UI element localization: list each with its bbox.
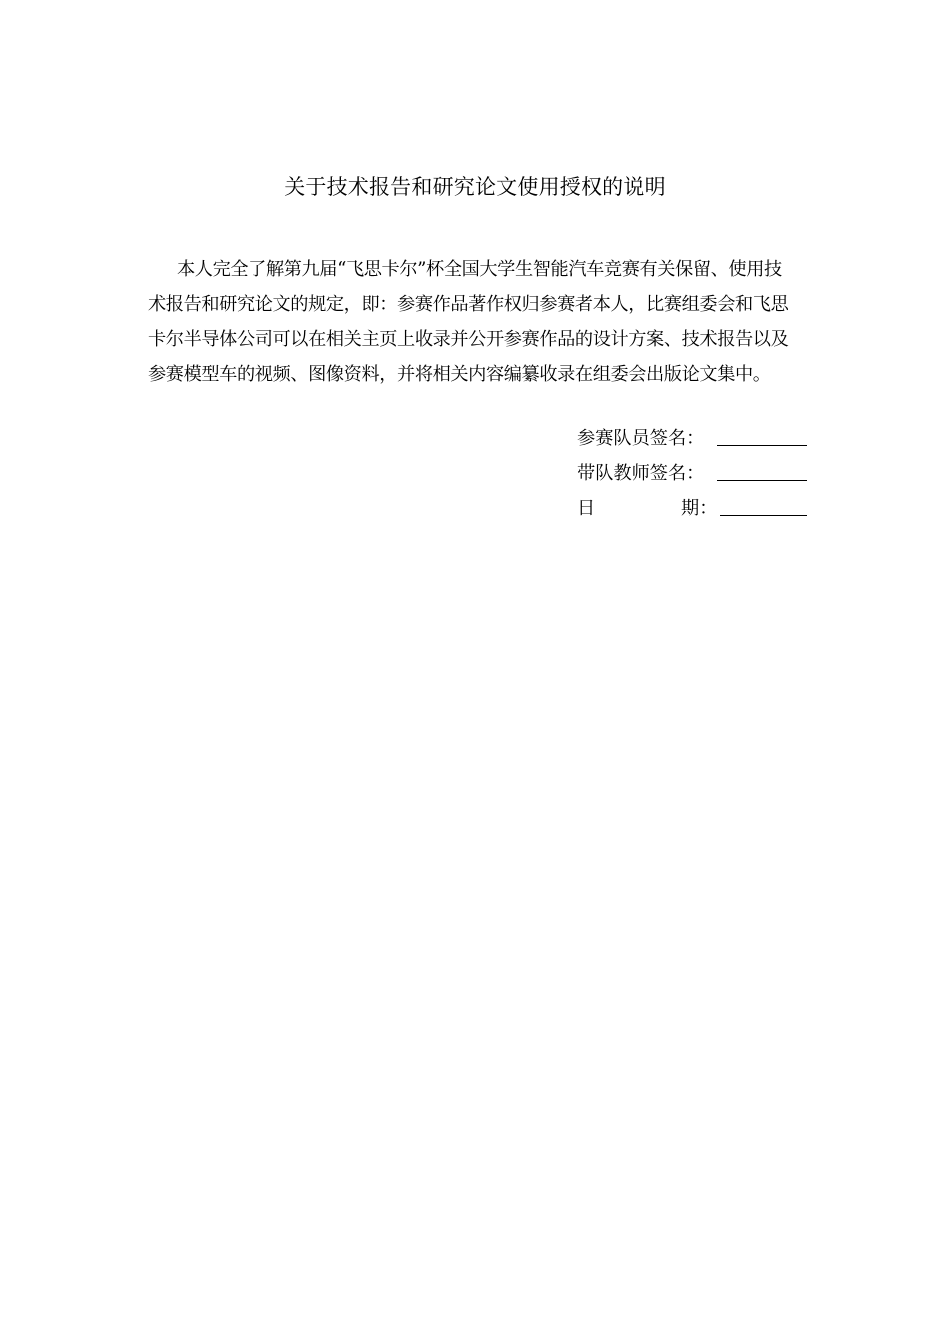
team-member-signature-label: 参赛队员签名： [577, 428, 705, 449]
date-line [720, 515, 807, 516]
team-member-signature-row [577, 421, 810, 456]
advisor-signature-label: 带队教师签名： [577, 463, 705, 484]
team-member-signature-line [717, 445, 807, 446]
statement-line-2: 术报告和研究论文的规定，即：参赛作品著作权归参赛者本人，比赛组委会和飞思 [148, 294, 789, 315]
document-title: 关于技术报告和研究论文使用授权的说明 [284, 175, 666, 199]
date-row [577, 491, 810, 526]
date-label-first: 日 [577, 498, 596, 519]
advisor-signature-row [577, 456, 810, 491]
statement-line-3: 卡尔半导体公司可以在相关主页上收录并公开参赛作品的设计方案、技术报告以及 [148, 329, 789, 350]
statement-line-1: 本人完全了解第九届“飞思卡尔”杯全国大学生智能汽车竞赛有关保留、使用技 [177, 259, 782, 280]
authorization-statement [148, 252, 810, 392]
statement-line-4: 参赛模型车的视频、图像资料，并将相关内容编纂收录在组委会出版论文集中。 [148, 364, 771, 385]
date-label-second: 期： [681, 498, 718, 519]
advisor-signature-line [717, 480, 807, 481]
signature-block [577, 421, 810, 526]
